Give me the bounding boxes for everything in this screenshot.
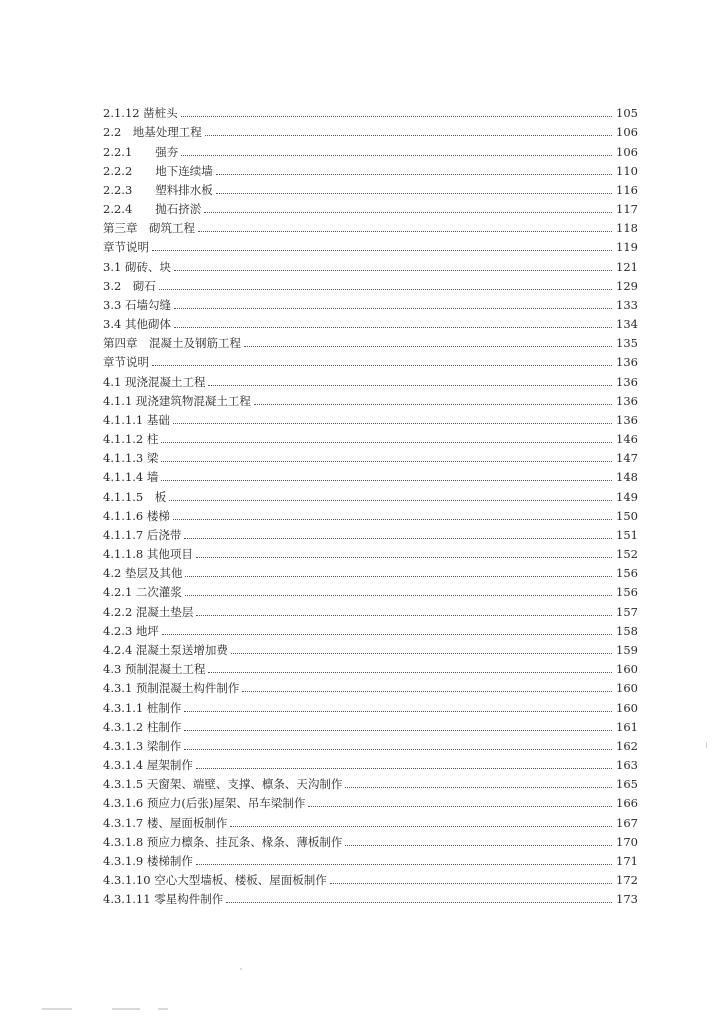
toc-entry [103,274,638,293]
scan-mark [158,1008,168,1010]
toc-entry-page: 158 [616,623,638,638]
toc-entry-title: 4.1.1.1 基础 [103,412,170,427]
toc-entry-title: 3.2 砌石 [103,278,156,293]
toc-dot-leader [198,231,612,232]
toc-entry [103,101,638,120]
toc-entry-page: 157 [616,604,638,619]
toc-entry [103,216,638,235]
toc-entry-title: 3.4 其他砌体 [103,317,171,332]
toc-entry [103,139,638,158]
toc-entry [103,178,638,197]
toc-dot-leader [162,634,612,635]
toc-dot-leader [196,768,612,769]
toc-dot-leader [216,193,612,194]
toc-entry-page: 136 [616,355,638,370]
toc-entry [103,331,638,350]
toc-dot-leader [345,845,612,846]
toc-entry-page: 121 [616,259,638,274]
toc-dot-leader [204,212,612,213]
toc-entry-title: 第四章 混凝土及钢筋工程 [103,336,241,351]
toc-entry-page: 165 [616,777,638,792]
toc-entry [103,810,638,829]
toc-entry-title: 4.1 现浇混凝土工程 [103,374,206,389]
toc-entry-page: 133 [616,297,638,312]
toc-entry-page: 135 [616,336,638,351]
toc-dot-leader [345,787,612,788]
toc-entry [103,523,638,542]
toc-dot-leader [181,116,612,117]
toc-entry-page: 162 [616,738,638,753]
toc-entry-title: 第三章 砌筑工程 [103,221,195,236]
toc-entry-title: 4.3.1.8 预应力檩条、挂瓦条、椽条、薄板制作 [103,834,343,849]
toc-entry-page: 136 [616,374,638,389]
toc-entry-title: 2.2.4 抛石挤淤 [103,202,202,217]
toc-entry [103,369,638,388]
toc-dot-leader [174,308,612,309]
toc-entry-title: 4.3.1.5 天窗架、端壁、支撑、檩条、天沟制作 [103,777,343,792]
toc-dot-leader [161,480,612,481]
toc-entry [103,830,638,849]
toc-dot-leader [196,864,612,865]
toc-dot-leader [152,250,612,251]
toc-entry-page: 160 [616,681,638,696]
toc-entry-page: 167 [616,815,638,830]
toc-dot-leader [173,519,612,520]
toc-entry-page: 150 [616,508,638,523]
toc-dot-leader [208,672,612,673]
toc-entry-title: 章节说明 [103,355,149,370]
toc-entry-title: 4.1.1.2 柱 [103,432,159,447]
toc-entry-page: 149 [616,489,638,504]
toc-entry [103,619,638,638]
toc-dot-leader [216,174,612,175]
toc-entry [103,235,638,254]
toc-entry [103,484,638,503]
toc-dot-leader [161,442,612,443]
toc-entry-page: 117 [616,202,638,217]
toc-entry [103,580,638,599]
toc-dot-leader [184,711,612,712]
toc-dot-leader [185,595,612,596]
toc-entry-title: 2.2 地基处理工程 [103,125,202,140]
toc-entry [103,389,638,408]
toc-dot-leader [174,270,612,271]
scan-speck [240,968,242,970]
toc-entry [103,312,638,331]
toc-entry-title: 4.1.1.7 后浇带 [103,527,182,542]
toc-entry [103,465,638,484]
toc-entry-page: 172 [616,873,638,888]
toc-dot-leader [231,653,612,654]
toc-entry-page: 105 [616,106,638,121]
toc-entry [103,120,638,139]
toc-entry [103,159,638,178]
toc-dot-leader [174,327,612,328]
toc-entry [103,254,638,273]
toc-entry-title: 4.1.1.3 梁 [103,451,159,466]
toc-entry-title: 4.1.1.4 墙 [103,470,159,485]
toc-entry [103,868,638,887]
toc-entry [103,753,638,772]
scan-speck [706,742,707,748]
toc-entry [103,599,638,618]
toc-entry [103,408,638,427]
toc-entry-title: 2.1.12 凿桩头 [103,106,178,121]
toc-dot-leader [226,902,612,903]
toc-entry-title: 4.3.1.4 屋架制作 [103,758,193,773]
toc-entry-page: 152 [616,547,638,562]
toc-entry-title: 章节说明 [103,240,149,255]
toc-entry-title: 4.2 垫层及其他 [103,566,183,581]
toc-dot-leader [208,385,612,386]
toc-entry-page: 106 [616,144,638,159]
toc-entry [103,695,638,714]
toc-entry [103,293,638,312]
toc-entry [103,734,638,753]
toc-entry [103,561,638,580]
toc-entry-title: 4.1.1.8 其他项目 [103,547,193,562]
toc-entry-title: 4.3.1.2 柱制作 [103,719,182,734]
table-of-contents [103,101,638,906]
toc-entry-page: 160 [616,700,638,715]
toc-dot-leader [184,538,612,539]
toc-entry [103,504,638,523]
toc-dot-leader [159,289,612,290]
toc-entry-page: 171 [616,853,638,868]
toc-entry-page: 160 [616,662,638,677]
toc-entry-title: 4.3.1.11 零星构件制作 [103,892,224,907]
toc-entry-page: 118 [616,221,638,236]
toc-entry-page: 136 [616,393,638,408]
toc-entry [103,427,638,446]
toc-entry-title: 4.2.1 二次灌浆 [103,585,182,600]
toc-entry-title: 4.3 预制混凝土工程 [103,662,206,677]
toc-entry-title: 2.2.1 强夯 [103,144,179,159]
toc-dot-leader [173,423,612,424]
toc-dot-leader [230,826,612,827]
toc-entry-page: 146 [616,432,638,447]
toc-entry-title: 4.3.1.1 桩制作 [103,700,182,715]
toc-entry-title: 2.2.2 地下连续墙 [103,163,213,178]
scan-mark [42,1008,72,1010]
toc-entry-page: 136 [616,412,638,427]
toc-entry-title: 4.1.1.5 板 [103,489,167,504]
toc-entry-title: 4.3.1.3 梁制作 [103,738,182,753]
toc-entry-page: 119 [616,240,638,255]
toc-entry [103,791,638,810]
toc-entry-page: 156 [616,585,638,600]
toc-dot-leader [169,500,612,501]
toc-entry-page: 173 [616,892,638,907]
toc-dot-leader [161,461,612,462]
toc-entry-title: 2.2.3 塑料排水板 [103,182,213,197]
toc-entry [103,446,638,465]
toc-entry-title: 4.3.1 预制混凝土构件制作 [103,681,240,696]
toc-entry-page: 116 [616,182,638,197]
toc-entry-page: 159 [616,642,638,657]
toc-entry-title: 4.3.1.7 楼、屋面板制作 [103,815,228,830]
scan-mark [112,1008,140,1010]
toc-entry-title: 4.3.1.6 预应力(后张)屋架、吊车梁制作 [103,796,306,811]
toc-dot-leader [308,806,612,807]
toc-dot-leader [196,615,612,616]
toc-entry-page: 147 [616,451,638,466]
toc-dot-leader [254,404,612,405]
toc-entry [103,542,638,561]
toc-entry [103,350,638,369]
toc-dot-leader [196,557,612,558]
toc-dot-leader [181,155,612,156]
toc-entry [103,715,638,734]
toc-dot-leader [242,691,612,692]
toc-dot-leader [184,749,612,750]
toc-entry [103,197,638,216]
toc-dot-leader [330,883,612,884]
toc-entry [103,676,638,695]
toc-entry-title: 4.3.1.10 空心大型墙板、楼板、屋面板制作 [103,873,327,888]
toc-entry-page: 106 [616,125,638,140]
toc-entry-page: 148 [616,470,638,485]
toc-entry-title: 4.2.2 混凝土垫层 [103,604,194,619]
toc-entry-page: 151 [616,527,638,542]
toc-dot-leader [184,730,612,731]
toc-entry-title: 3.3 石墙勾缝 [103,297,171,312]
toc-entry-title: 4.1.1.6 楼梯 [103,508,170,523]
toc-dot-leader [205,135,612,136]
toc-entry-page: 163 [616,758,638,773]
toc-entry-page: 170 [616,834,638,849]
toc-entry-page: 166 [616,796,638,811]
toc-dot-leader [185,576,612,577]
toc-entry-page: 110 [616,163,638,178]
toc-entry-page: 134 [616,317,638,332]
toc-entry-page: 156 [616,566,638,581]
toc-entry [103,849,638,868]
toc-dot-leader [152,365,612,366]
toc-entry [103,657,638,676]
toc-entry-title: 4.1.1 现浇建筑物混凝土工程 [103,393,251,408]
toc-entry [103,638,638,657]
toc-entry-title: 3.1 砌砖、块 [103,259,171,274]
toc-entry [103,772,638,791]
toc-entry [103,887,638,906]
toc-entry-title: 4.2.4 混凝土泵送增加费 [103,642,228,657]
toc-dot-leader [244,346,612,347]
toc-entry-title: 4.2.3 地坪 [103,623,159,638]
toc-entry-page: 161 [616,719,638,734]
toc-entry-title: 4.3.1.9 楼梯制作 [103,853,193,868]
toc-entry-page: 129 [616,278,638,293]
